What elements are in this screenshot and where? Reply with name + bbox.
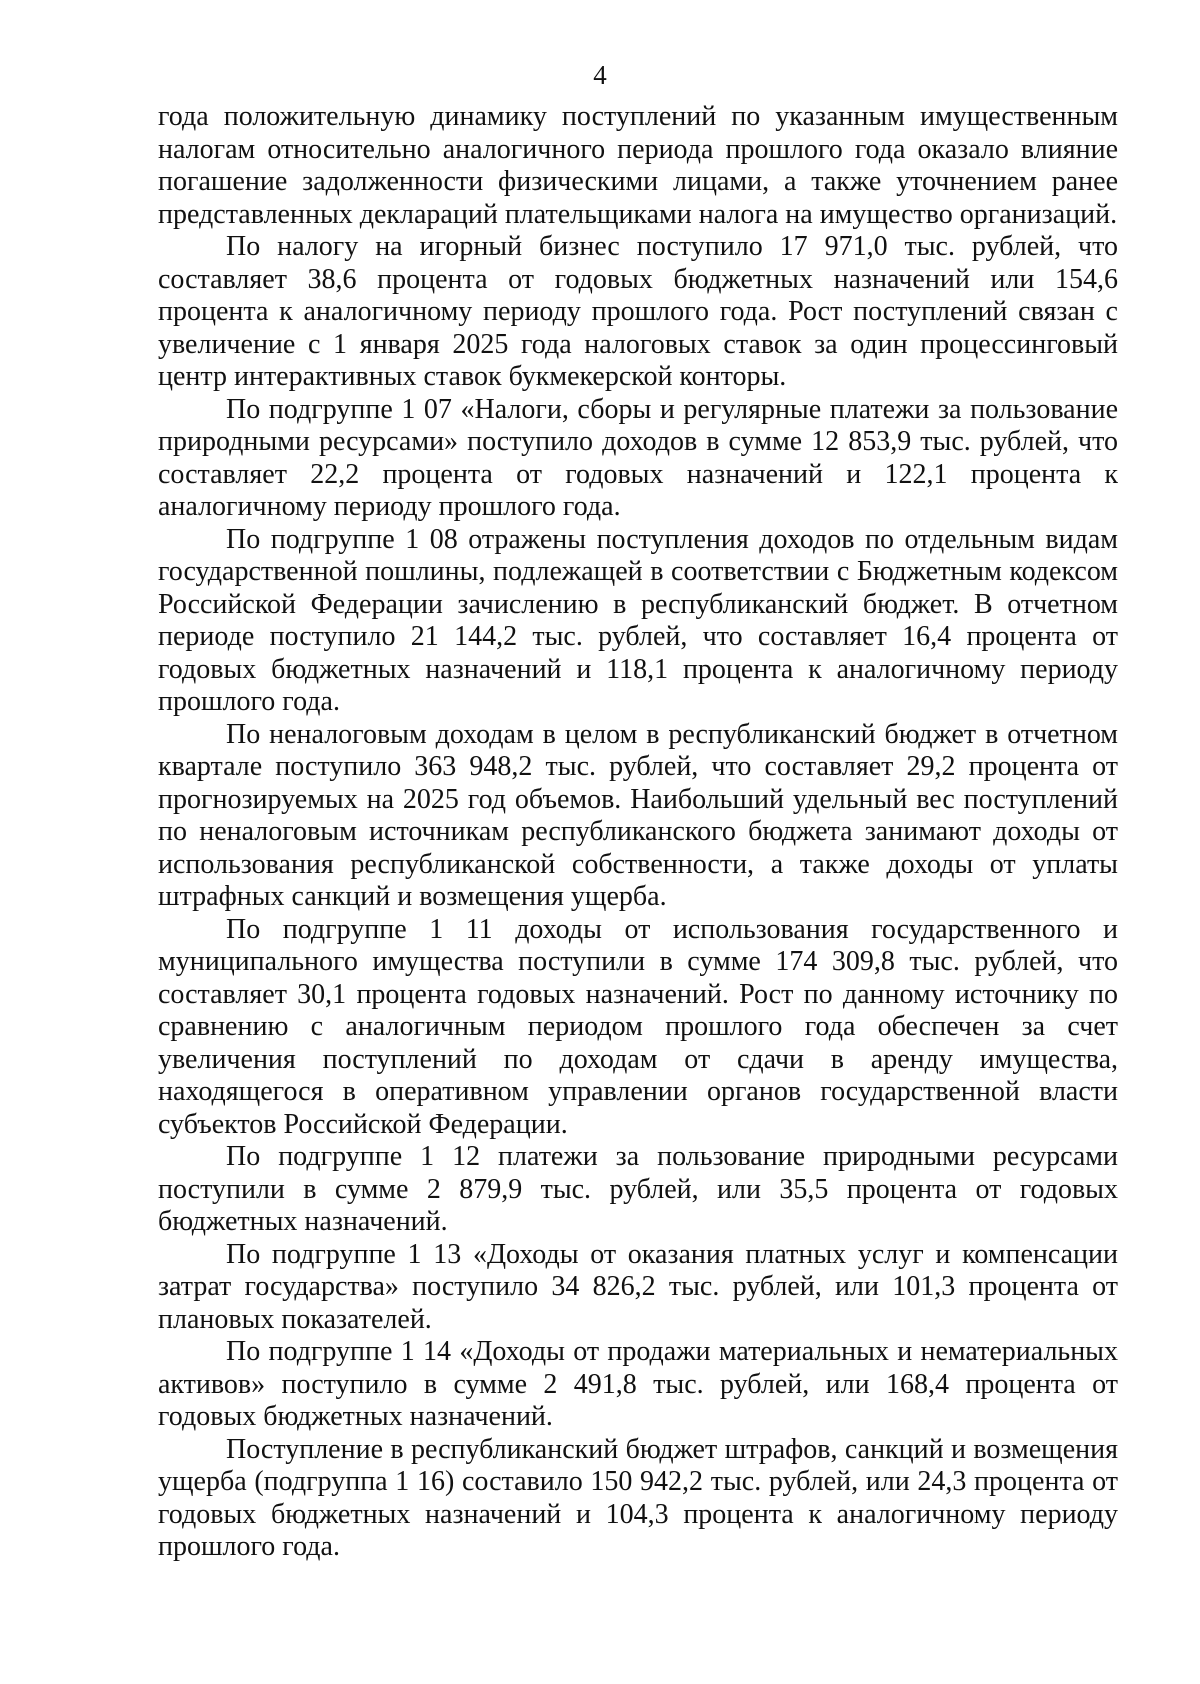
paragraph-gambling-tax: По налогу на игорный бизнес поступило 17 971,0 тыс. рублей, что составляет 38,6 процента от годовых бюджетных назначений или 154,6 процента к аналогичному периоду прошлого года. Рост поступлений связан с увеличение с 1 января 2025 года налоговых ставок за один процессинговый центр интерактивных ставок букмекерской конторы. [158,231,1118,392]
paragraph-subgroup-1-14: По подгруппе 1 14 «Доходы от продажи материальных и нематериальных активов» поступило в сумме 2 491,8 тыс. рублей, или 168,4 процента от годовых бюджетных назначений. [158,1336,1118,1432]
paragraph-subgroup-1-16: Поступление в республиканский бюджет штрафов, санкций и возмещения ущерба (подгруппа 1 16) составило 150 942,2 тыс. рублей, или 24,3 процента от годовых бюджетных назначений и 104,3 процента к аналогичному периоду прошлого года. [158,1433,1118,1562]
paragraph-subgroup-1-12: По подгруппе 1 12 платежи за пользование природными ресурсами поступили в сумме 2 879,9 тыс. рублей, или 35,5 процента от годовых бюджетных назначений. [158,1141,1118,1237]
page-number: 4 [593,60,607,90]
paragraph-property-taxes-continued: года положительную динамику поступлений по указанным имущественным налогам относительно аналогичного периода прошлого года оказало влияние погашение задолженности физическими лицами, а также уточнением ранее представленных деклараций плательщиками налога на имущество организаций. [158,101,1118,230]
paragraph-subgroup-1-13: По подгруппе 1 13 «Доходы от оказания платных услуг и компенсации затрат государства» поступило 34 826,2 тыс. рублей, или 101,3 процента от плановых показателей. [158,1238,1118,1335]
paragraph-subgroup-1-07: По подгруппе 1 07 «Налоги, сборы и регулярные платежи за пользование природными ресурсами» поступило доходов в сумме 12 853,9 тыс. рублей, что составляет 22,2 процента от годовых назначений и 122,1 процента к аналогичному периоду прошлого года. [158,393,1118,522]
paragraph-subgroup-1-08: По подгруппе 1 08 отражены поступления доходов по отдельным видам государственной пошлины, подлежащей в соответствии с Бюджетным кодексом Российской Федерации зачислению в республиканский бюджет. В отчетном периоде поступило 21 144,2 тыс. рублей, что составляет 16,4 процента от годовых бюджетных назначений и 118,1 процента к аналогичному периоду прошлого года. [158,523,1118,717]
document-body [158,101,1118,1564]
paragraph-non-tax-revenue: По неналоговым доходам в целом в республиканский бюджет в отчетном квартале поступило 363 948,2 тыс. рублей, что составляет 29,2 процента от прогнозируемых на 2025 год объемов. Наибольший удельный вес поступлений по неналоговым источникам республиканского бюджета занимают доходы от использования республиканской собственности, а также доходы от уплаты штрафных санкций и возмещения ущерба. [158,718,1118,912]
paragraph-subgroup-1-11: По подгруппе 1 11 доходы от использования государственного и муниципального имущества поступили в сумме 174 309,8 тыс. рублей, что составляет 30,1 процента годовых назначений. Рост по данному источнику по сравнению с аналогичным периодом прошлого года обеспечен за счет увеличения поступлений по доходам от сдачи в аренду имущества, находящегося в оперативном управлении органов государственной власти субъектов Российской Федерации. [158,913,1118,1140]
